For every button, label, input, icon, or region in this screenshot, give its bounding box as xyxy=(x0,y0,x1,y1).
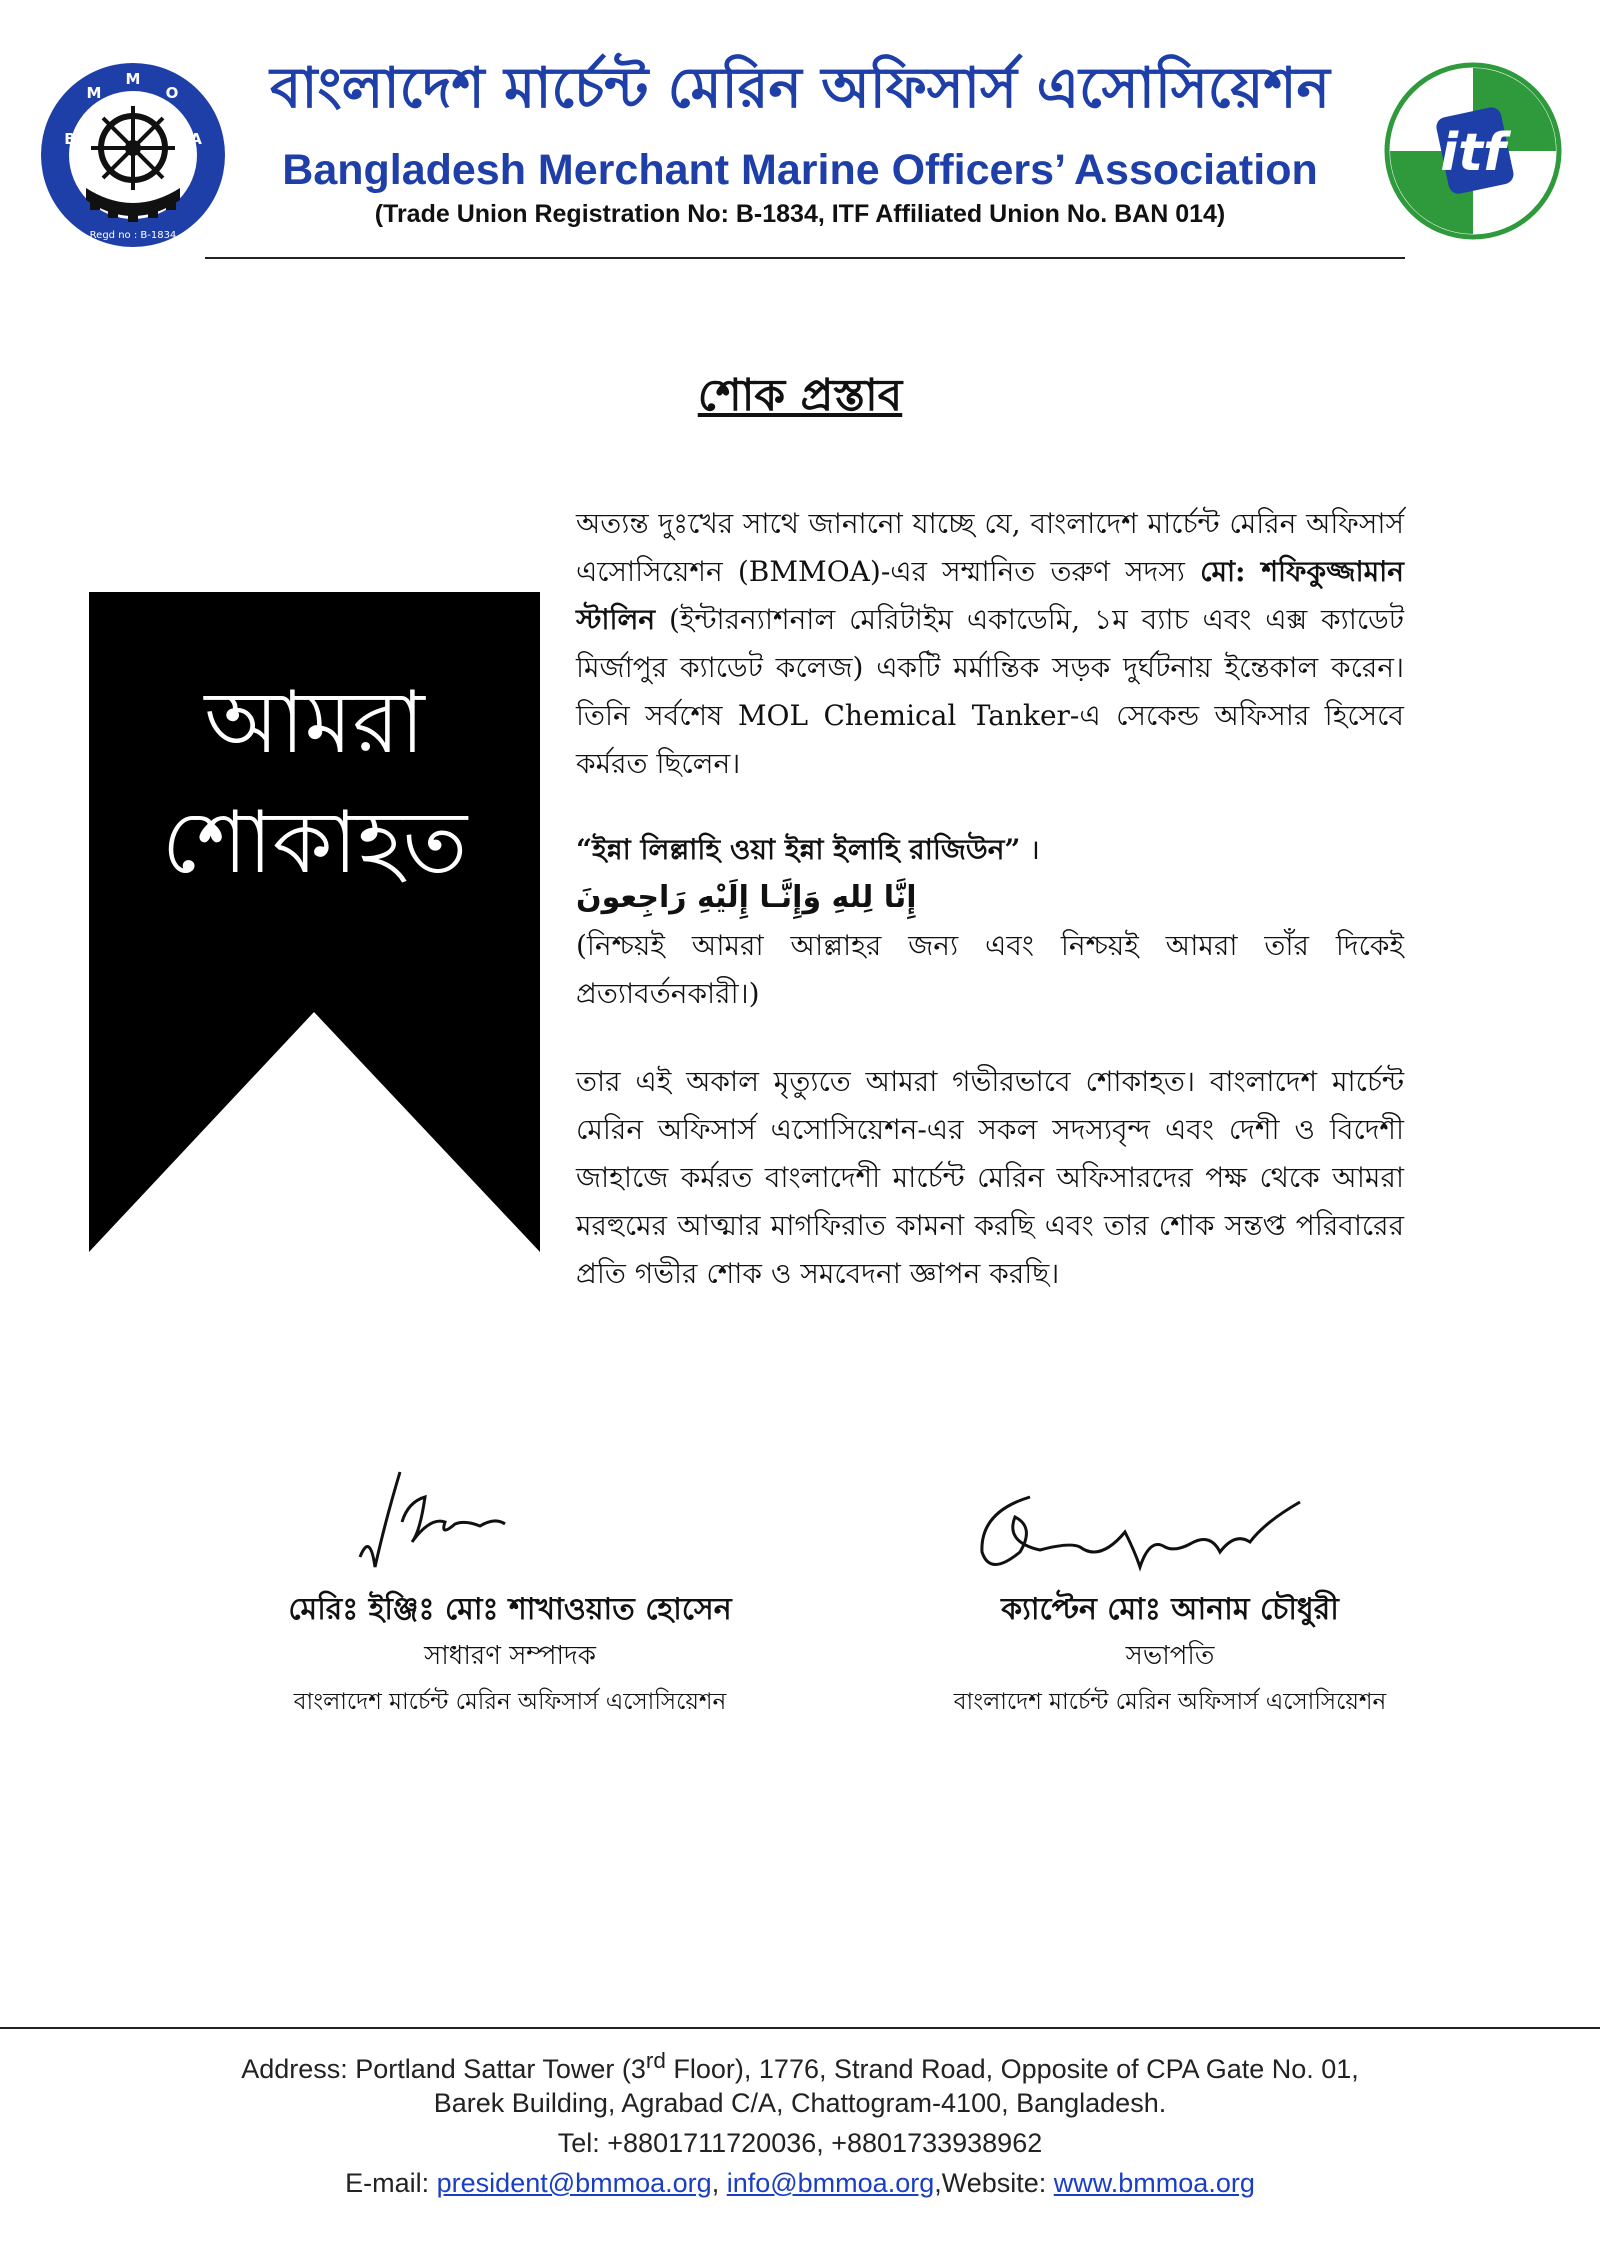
footer-tel: Tel: +8801711720036, +8801733938962 xyxy=(557,2128,1043,2158)
banner-line-1: আমরা xyxy=(204,673,425,773)
address-sup: rd xyxy=(645,2048,666,2073)
itf-logo xyxy=(1384,62,1562,240)
address-text: Address: Portland Sattar Tower (3 xyxy=(241,2054,646,2084)
dua-arabic: إِنَّا لِلهِ وَإِنَّـا إِلَيْهِ رَاجِعونَ xyxy=(576,880,917,915)
ship-wheel-icon xyxy=(91,106,175,190)
signatory-org: বাংলাদেশ মার্চেন্ট মেরিন অফিসার্স এসোসিয়েশন xyxy=(953,1689,1387,1715)
itf-logo-text: itf xyxy=(1440,123,1506,183)
signatory-title: সাধারণ সম্পাদক xyxy=(424,1641,596,1671)
signatory-name: মেরিঃ ইঞ্জিঃ মোঃ শাখাওয়াত হোসেন xyxy=(288,1592,732,1627)
deceased-name: মো: শফিকুজ্জামান স্টালিন xyxy=(576,555,1404,636)
logo-letter: A xyxy=(190,130,202,148)
footer-divider xyxy=(0,2027,1600,2029)
org-title-bangla: বাংলাদেশ মার্চেন্ট মেরিন অফিসার্স এসোসিয়েশন xyxy=(270,56,1330,121)
condolence-paragraph-2: তার এই অকাল মৃত্যুতে আমরা গভীরভাবে শোকাহত। বাংলাদেশ মার্চেন্ট মেরিন অফিসার্স এসোসিয়েশন-এর সকল সদস্যবৃন্দ এবং দেশী ও বিদেশী জাহাজে কর্মরত বাংলাদেশী মার্চেন্ট মেরিন অফিসারদের পক্ষ থেকে আমরা মরহুমের আত্মার মাগফিরাত কামনা করছি এবং তার শোক সন্তপ্ত পরিবারের প্রতি গভীর শোক ও সমবেদনা জ্ঞাপন করছি। xyxy=(576,1065,1404,1290)
signature-general-secretary xyxy=(330,1462,520,1582)
logo-letter: B xyxy=(64,130,76,148)
registration-line: (Trade Union Registration No: B-1834, ITF Affiliated Union No. BAN 014) xyxy=(374,200,1226,228)
paragraph-text: (ইন্টারন্যাশনাল মেরিটাইম একাডেমি, ১ম ব্যাচ এবং এক্স ক্যাডেট মির্জাপুর ক্যাডেট কলেজ) একটি মর্মান্তিক সড়ক দুর্ঘটনায় ইন্তেকাল করেন। তিনি সর্বশেষ MOL Chemical Tanker-এ সেকেন্ড অফিসার হিসেবে কর্মরত ছিলেন। xyxy=(576,603,1404,780)
banner-line-2: শোকাহত xyxy=(161,793,468,893)
dua-bangla: “ইন্না লিল্লাহি ওয়া ইন্না ইলাহি রাজিউন” xyxy=(576,833,1021,866)
email-label: E-mail: xyxy=(345,2168,437,2198)
footer-address-line-1 xyxy=(0,2048,1600,2085)
paragraph-text: অত্যন্ত দুঃখের সাথে জানানো যাচ্ছে যে, বাংলাদেশ মার্চেন্ট মেরিন অফিসার্স এসোসিয়েশন (BMMOA)-এর সম্মানিত তরুণ সদস্য xyxy=(576,507,1404,588)
org-title-english: Bangladesh Merchant Marine Officers’ Association xyxy=(282,146,1318,194)
email-link-info[interactable]: info@bmmoa.org xyxy=(726,2168,935,2198)
condolence-paragraph-1 xyxy=(576,500,1404,788)
website-label: ,Website: xyxy=(934,2168,1054,2198)
signatory-org: বাংলাদেশ মার্চেন্ট মেরিন অফিসার্স এসোসিয়েশন xyxy=(293,1689,727,1715)
signatory-title: সভাপতি xyxy=(1125,1641,1215,1671)
logo-letter: M xyxy=(86,84,102,102)
address-text: Floor), 1776, Strand Road, Opposite of CPA Gate No. 01, xyxy=(665,2054,1359,2084)
dua-end: । xyxy=(1020,833,1041,866)
email-link-president[interactable]: president@bmmoa.org xyxy=(436,2168,712,2198)
bmmoa-logo xyxy=(38,60,228,250)
header-divider xyxy=(205,257,1405,259)
document-heading: শোক প্রস্তাব xyxy=(697,370,903,421)
signature-president xyxy=(960,1472,1320,1592)
logo-regd: Regd no : B-1834 xyxy=(89,230,177,241)
separator: , xyxy=(711,2168,727,2198)
website-link[interactable]: www.bmmoa.org xyxy=(1053,2168,1255,2198)
logo-letter: O xyxy=(165,84,179,102)
logo-letter: M xyxy=(125,70,141,88)
dua-block xyxy=(576,826,1404,1018)
footer-contact xyxy=(0,2168,1600,2199)
footer-address-line-2: Barek Building, Agrabad C/A, Chattogram-4100, Bangladesh. xyxy=(433,2088,1167,2118)
dua-meaning: (নিশ্চয়ই আমরা আল্লাহর জন্য এবং নিশ্চয়ই আমরা তাঁর দিকেই প্রত্যাবর্তনকারী।) xyxy=(576,929,1404,1010)
signatory-name: ক্যাপ্টেন মোঃ আনাম চৌধুরী xyxy=(1001,1592,1339,1627)
